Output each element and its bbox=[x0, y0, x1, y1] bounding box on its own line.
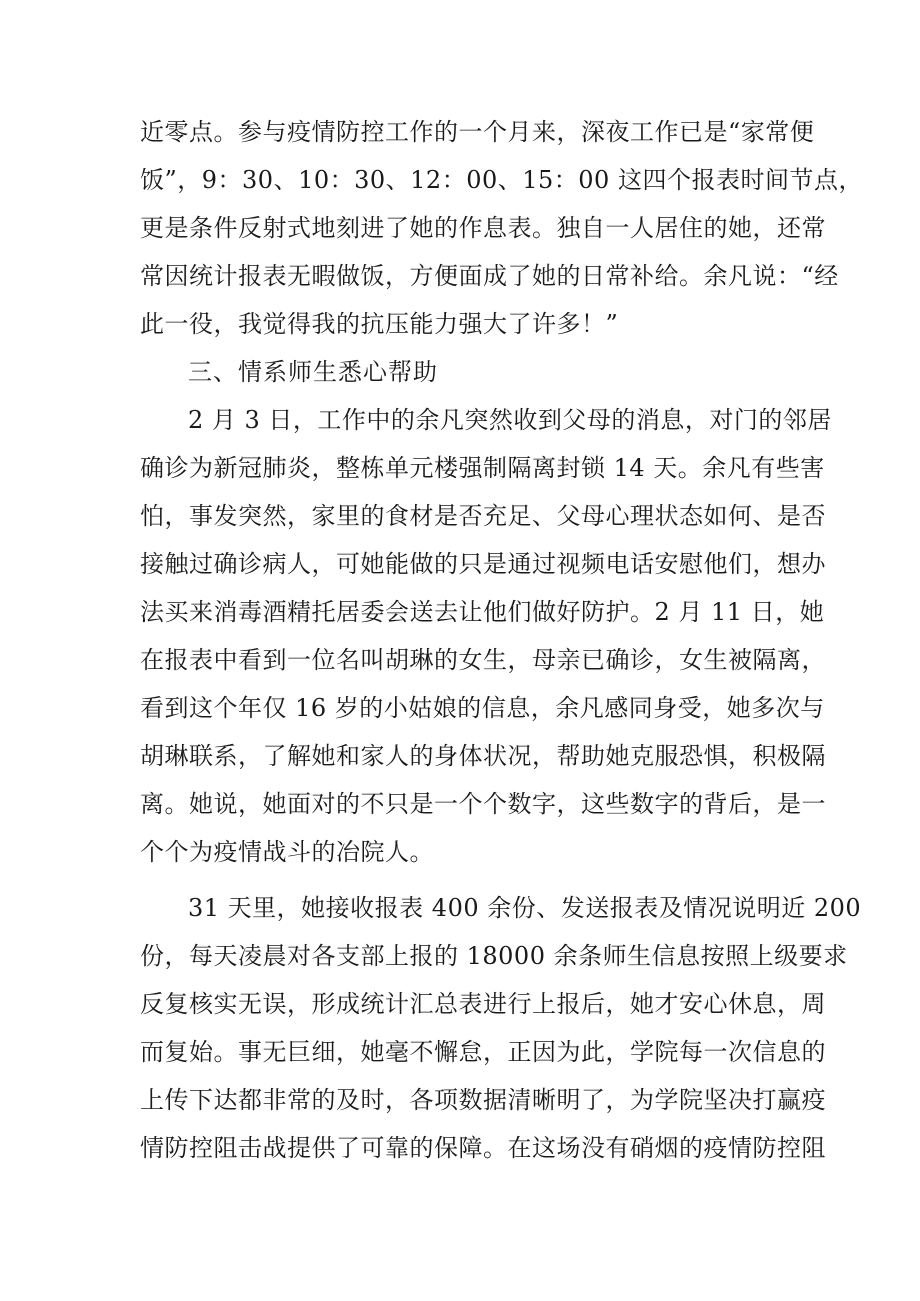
section-heading: 三、情系师生悉心帮助 bbox=[188, 358, 438, 386]
document-body bbox=[140, 108, 863, 1172]
paragraph-line: 看到这个年仅 16 岁的小姑娘的信息，余凡感同身受，她多次与 bbox=[140, 694, 825, 722]
paragraph-line: 近零点。参与疫情防控工作的一个月来，深夜工作已是“家常便 bbox=[140, 118, 815, 146]
paragraph-line: 离。她说，她面对的不只是一个个数字，这些数字的背后，是一 bbox=[140, 790, 826, 818]
paragraph-line: 饭”，9：30、10：30、12：00、15：00 这四个报表时间节点， bbox=[140, 166, 863, 194]
paragraph-3 bbox=[140, 884, 862, 1172]
paragraph-line: 情防控阻击战提供了可靠的保障。在这场没有硝烟的疫情防控阻 bbox=[140, 1134, 826, 1162]
paragraph-line: 胡琳联系，了解她和家人的身体状况，帮助她克服恐惧，积极隔 bbox=[140, 742, 826, 770]
paragraph-line: 在报表中看到一位名叫胡琳的女生，母亲已确诊，女生被隔离， bbox=[140, 646, 826, 674]
paragraph-line: 个个为疫情战斗的冶院人。 bbox=[140, 838, 434, 866]
paragraph-line: 而复始。事无巨细，她毫不懈怠，正因为此，学院每一次信息的 bbox=[140, 1038, 826, 1066]
paragraph-1 bbox=[140, 108, 863, 348]
paragraph-line: 2 月 3 日，工作中的余凡突然收到父母的消息，对门的邻居 bbox=[188, 406, 832, 434]
paragraph-line: 法买来消毒酒精托居委会送去让他们做好防护。2 月 11 日，她 bbox=[140, 598, 825, 626]
paragraph-line: 上传下达都非常的及时，各项数据清晰明了，为学院坚决打赢疫 bbox=[140, 1086, 826, 1114]
paragraph-line: 反复核实无误，形成统计汇总表进行上报后，她才安心休息，周 bbox=[140, 990, 826, 1018]
paragraph-spacer bbox=[140, 876, 790, 884]
paragraph-line: 常因统计报表无暇做饭，方便面成了她的日常补给。余凡说：“经 bbox=[140, 262, 839, 290]
paragraph-line: 31 天里，她接收报表 400 余份、发送报表及情况说明近 200 bbox=[188, 894, 862, 922]
paragraph-line: 此一役，我觉得我的抗压能力强大了许多！” bbox=[140, 310, 619, 338]
paragraph-line: 确诊为新冠肺炎，整栋单元楼强制隔离封锁 14 天。余凡有些害 bbox=[140, 454, 825, 482]
paragraph-line: 接触过确诊病人，可她能做的只是通过视频电话安慰他们，想办 bbox=[140, 550, 826, 578]
paragraph-line: 份，每天凌晨对各支部上报的 18000 余条师生信息按照上级要求 bbox=[140, 942, 848, 970]
paragraph-2 bbox=[140, 396, 832, 876]
paragraph-line: 怕，事发突然，家里的食材是否充足、父母心理状态如何、是否 bbox=[140, 502, 826, 530]
paragraph-line: 更是条件反射式地刻进了她的作息表。独自一人居住的她，还常 bbox=[140, 214, 826, 242]
